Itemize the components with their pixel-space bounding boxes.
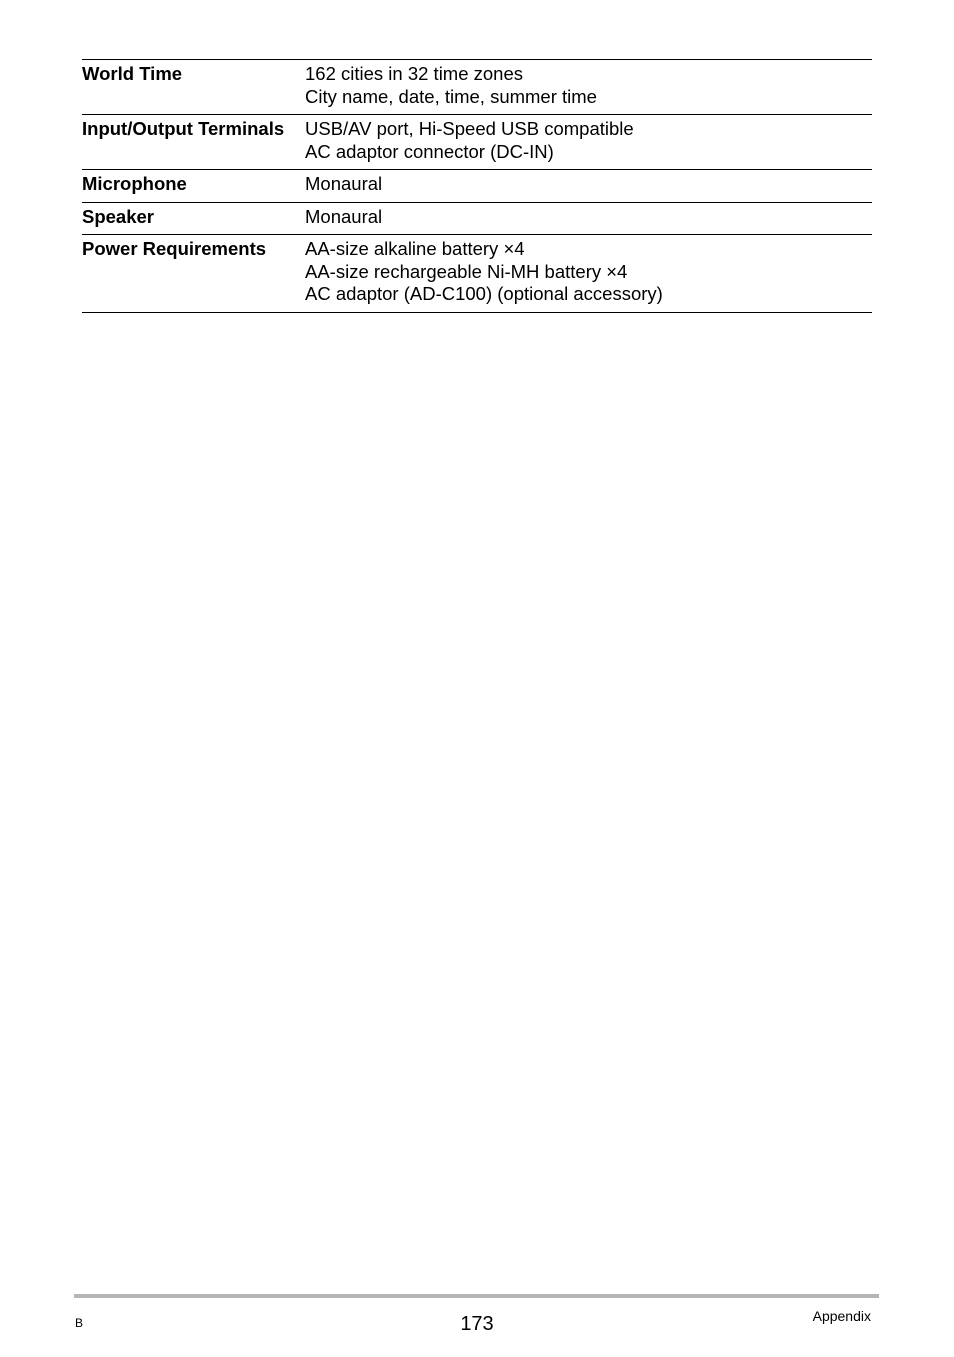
spec-label: Microphone xyxy=(82,173,187,194)
spec-value-line: AC adaptor connector (DC-IN) xyxy=(305,140,554,162)
spec-value xyxy=(305,206,872,229)
footer-divider xyxy=(74,1294,879,1298)
spec-label: Power Requirements xyxy=(82,238,267,259)
spec-value-line: USB/AV port, Hi-Speed USB compatible xyxy=(305,118,634,139)
spec-row-power-requirements xyxy=(82,235,872,313)
spec-row-input-output-terminals xyxy=(82,115,872,170)
spec-table xyxy=(82,59,872,313)
spec-value xyxy=(305,173,872,196)
spec-row-speaker xyxy=(82,203,872,236)
spec-value xyxy=(305,118,872,163)
page-number: 173 xyxy=(460,1313,494,1335)
spec-value-line: AA-size rechargeable Ni-MH battery ×4 xyxy=(305,260,628,282)
spec-label: World Time xyxy=(82,63,183,84)
spec-value xyxy=(305,63,872,108)
footer-language-code: B xyxy=(75,1316,84,1330)
spec-label: Speaker xyxy=(82,205,154,227)
spec-value-line: AC adaptor (AD-C100) (optional accessory) xyxy=(305,283,663,304)
spec-value-line: City name, date, time, summer time xyxy=(305,85,597,107)
spec-value xyxy=(305,238,872,306)
spec-label: Input/Output Terminals xyxy=(82,118,285,139)
spec-value-line: Monaural xyxy=(305,205,383,227)
footer-section-title: Appendix xyxy=(812,1308,871,1324)
spec-value-line: 162 cities in 32 time zones xyxy=(305,63,524,84)
spec-row-microphone xyxy=(82,170,872,203)
spec-value-line: Monaural xyxy=(305,173,383,194)
spec-value-line: AA-size alkaline battery ×4 xyxy=(305,238,525,259)
spec-row-world-time xyxy=(82,60,872,115)
